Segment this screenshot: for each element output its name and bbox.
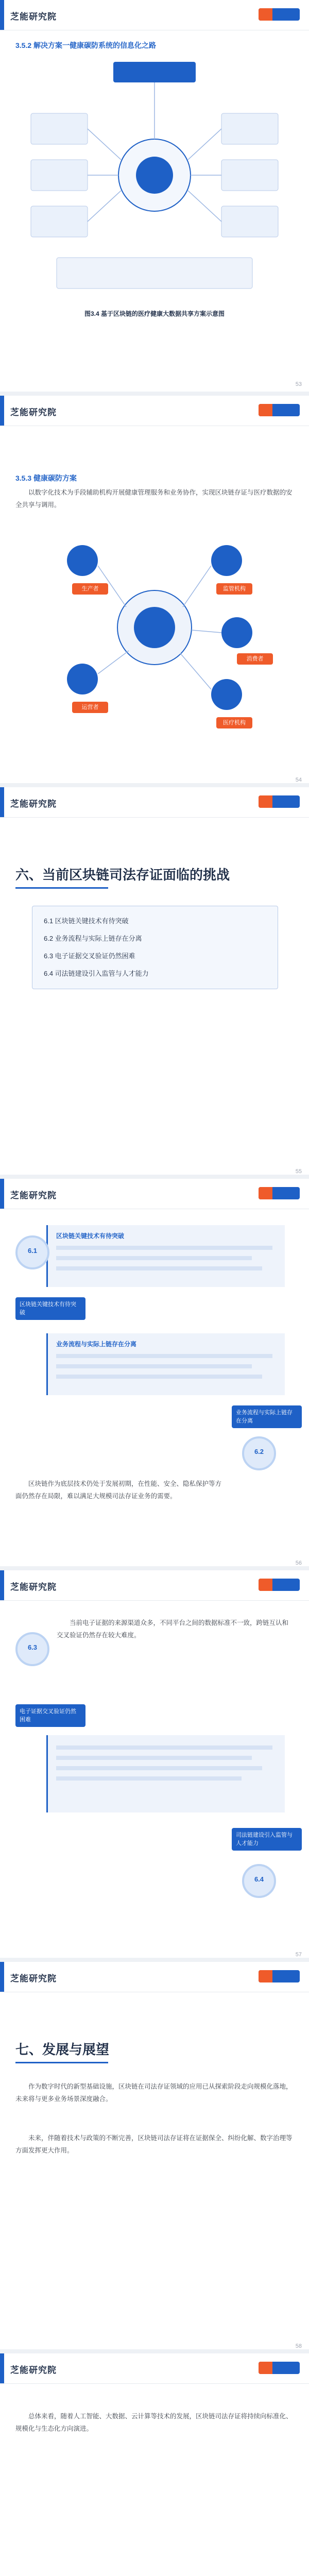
page-header: [0, 2353, 309, 2384]
header-accent-bar: [0, 1570, 4, 1600]
info-box-title: 区块链关键技术有待突破: [56, 1232, 125, 1240]
brand-logo-icon: [259, 1187, 300, 1199]
node-6-1: 6.1: [15, 1235, 49, 1269]
header-accent-bar: [0, 0, 4, 30]
toc-item[interactable]: 6.4 司法链建设引入监管与人才能力: [44, 970, 149, 977]
chapter-toc: [32, 906, 278, 989]
brand-name: 芝能研究院: [10, 799, 57, 809]
body-paragraph: 作为数字时代的新型基础设施，区块链在司法存证领域的应用已从探索阶段走向规模化落地，未来将与更多业务场景深度融合。: [15, 2083, 293, 2103]
toc-item[interactable]: 6.2 业务流程与实际上链存在分离: [44, 935, 142, 942]
brand-logo-icon: [259, 404, 300, 416]
page-56: [0, 1175, 309, 1570]
page-55: [0, 783, 309, 1179]
operator-icon: [67, 664, 98, 694]
brand-logo-icon: [259, 795, 300, 808]
label-regulator: 监管机构: [216, 583, 252, 595]
center-core: [134, 607, 175, 648]
info-box-3: [46, 1735, 285, 1812]
toc-item[interactable]: 6.1 区块链关键技术有待突破: [44, 917, 129, 925]
page-header: [0, 1570, 309, 1601]
callout-6-1: 区块链关键技术有待突破: [15, 1297, 85, 1320]
chapter-title: 六、当前区块链司法存证面临的挑战: [15, 865, 230, 884]
page-header: [0, 396, 309, 426]
diagram-node-left-3: [31, 206, 88, 237]
stakeholder-diagram: [31, 524, 278, 731]
brand-logo-icon: [259, 2362, 300, 2374]
info-box-1: [46, 1225, 285, 1287]
page-header: [0, 1179, 309, 1209]
diagram-node-right-1: [221, 113, 278, 144]
callout-6-3: 电子证据交叉验证仍然困难: [15, 1704, 85, 1727]
diagram-node-right-3: [221, 206, 278, 237]
page-number: 53: [295, 381, 302, 387]
callout-6-4: 司法链建设引入监管与人才能力: [232, 1828, 302, 1851]
node-6-2: 6.2: [242, 1436, 276, 1470]
page-58: [0, 1958, 309, 2353]
solution-diagram: [26, 57, 283, 299]
page-header: [0, 1962, 309, 1992]
page-header: [0, 787, 309, 818]
page-59: [0, 2349, 309, 2576]
brand-logo-icon: [259, 1970, 300, 1982]
producer-icon: [67, 545, 98, 576]
brand-name: 芝能研究院: [10, 408, 57, 417]
diagram-center-core: [136, 157, 173, 194]
diagram-node-right-2: [221, 160, 278, 191]
label-medical: 医疗机构: [216, 717, 252, 728]
info-box-title: 业务流程与实际上链存在分离: [56, 1341, 137, 1348]
brand-logo-icon: [259, 1579, 300, 1591]
regulator-icon: [211, 545, 242, 576]
section-heading: 3.5.3 健康碳防方案: [15, 474, 77, 482]
header-accent-bar: [0, 1962, 4, 1992]
brand-name: 芝能研究院: [10, 1974, 57, 1984]
brand-name: 芝能研究院: [10, 12, 57, 22]
node-6-4: 6.4: [242, 1864, 276, 1898]
header-accent-bar: [0, 2353, 4, 2383]
label-operator: 运营者: [72, 702, 108, 713]
label-consumer: 消费者: [237, 653, 273, 665]
figure-caption: 图3.4 基于区块链的医疗健康大数据共享方案示意图: [84, 310, 225, 317]
diagram-top-node: [113, 62, 196, 82]
body-paragraph: 总体来看，随着人工智能、大数据、云计算等技术的发展，区块链司法存证将持续向标准化、规模化与生态化方向演进。: [15, 2413, 293, 2432]
toc-item[interactable]: 6.3 电子证据交叉验证仍然困难: [44, 952, 135, 960]
header-accent-bar: [0, 396, 4, 426]
chapter-title: 七、发展与展望: [15, 2039, 109, 2058]
page-number: 57: [295, 1952, 302, 1958]
body-paragraph: 未来，伴随着技术与政策的不断完善，区块链司法存证将在证据保全、纠纷化解、数字治理等方面发挥更大作用。: [15, 2134, 293, 2154]
page-53: [0, 0, 309, 392]
medical-icon: [211, 679, 242, 710]
section-heading: 3.5.2 解决方案一健康碳防系统的信息化之路: [15, 41, 157, 49]
diagram-node-left-2: [31, 160, 88, 191]
page-57: [0, 1566, 309, 1962]
node-6-3: 6.3: [15, 1632, 49, 1666]
brand-name: 芝能研究院: [10, 1582, 57, 1592]
page-header: [0, 0, 309, 30]
header-accent-bar: [0, 1179, 4, 1209]
label-producer: 生产者: [72, 583, 108, 595]
page-number: 56: [295, 1560, 302, 1566]
page-number: 55: [295, 1168, 302, 1175]
body-paragraph: 以数字化技术为手段辅助机构开展健康管理服务和业务协作，实现区块链存证与医疗数据的安全共享与调用。: [15, 489, 293, 509]
consumer-icon: [221, 617, 252, 648]
diagram-node-left-1: [31, 113, 88, 144]
callout-6-2: 业务流程与实际上链存在分离: [232, 1405, 302, 1428]
diagram-bottom-layer: [57, 258, 252, 289]
page-number: 54: [295, 777, 302, 783]
header-accent-bar: [0, 787, 4, 817]
info-box-2: [46, 1333, 285, 1395]
page-54: [0, 392, 309, 787]
brand-name: 芝能研究院: [10, 2365, 57, 2375]
body-paragraph: 区块链作为底层技术仍处于发展初期，在性能、安全、隐私保护等方面仍然存在局限，难以满足大规模司法存证业务的需要。: [15, 1480, 222, 1500]
page-number: 58: [295, 2343, 302, 2349]
brand-name: 芝能研究院: [10, 1191, 57, 1200]
brand-logo-icon: [259, 8, 300, 21]
body-paragraph: 当前电子证据的来源渠道众多，不同平台之间的数据标准不一致，跨链互认和交叉验证仍然存在较大难度。: [57, 1619, 289, 1639]
